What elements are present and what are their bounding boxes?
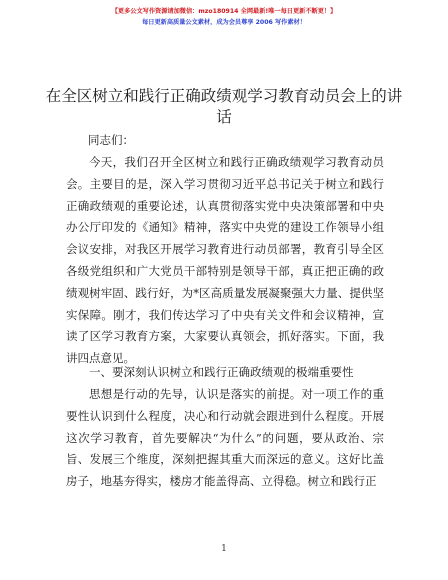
body-paragraph-1: 今天，我们召开全区树立和践行正确政绩观学习教育动员会。主要目的是，深入学习贯彻习近平总书记关于树立和践行正确政绩观的重要论述，认真贯彻落实党中央决策部署和中央办公厅印发的《通知》精神，落实中央党的建设工作领导小组会议安排，对我区开展学习教育进行动员部署，教育引导全区各级党组织和广大党员干部特别是领导干部，真正把正确的政绩观树牢固、践行好，为*区高质量发展凝聚强大力量、提供坚实保障。刚才，我们传达学习了中央有关文件和会议精神，宣读了区学习教育方案，大家要认真领会，抓好落实。下面，我讲四点意见。 <box>66 155 384 366</box>
promo-banner <box>0 6 448 28</box>
page-number: 1 <box>221 544 227 554</box>
section-heading-1: 一、要深刻认识树立和践行正确政绩观的极端重要性 <box>89 365 354 379</box>
document-title: 在全区树立和践行正确政绩观学习教育动员会上的讲话 <box>45 87 403 126</box>
promo-banner-line-1: 【更多公文写作资源请加微信：mzo180914 全网最新!唯一每日更新不断更！】 <box>111 8 337 15</box>
salutation: 同志们： <box>88 133 134 147</box>
promo-banner-line-2: 每日更新高质量公文素材，成为会员尊享 2006 写作素材！ <box>142 19 306 26</box>
body-paragraph-2: 思想是行动的先导，认识是落实的前提。对一项工作的重要性认识到什么程度，决心和行动就会跟进到什么程度。开展这次学习教育，首先要解决“为什么”的问题，要从政治、宗旨、发展三个维度，深刻把握其重大而深远的意义。这好比盖房子，地基夯得实，楼房才能盖得高、立得稳。树立和践行正 <box>66 387 384 489</box>
